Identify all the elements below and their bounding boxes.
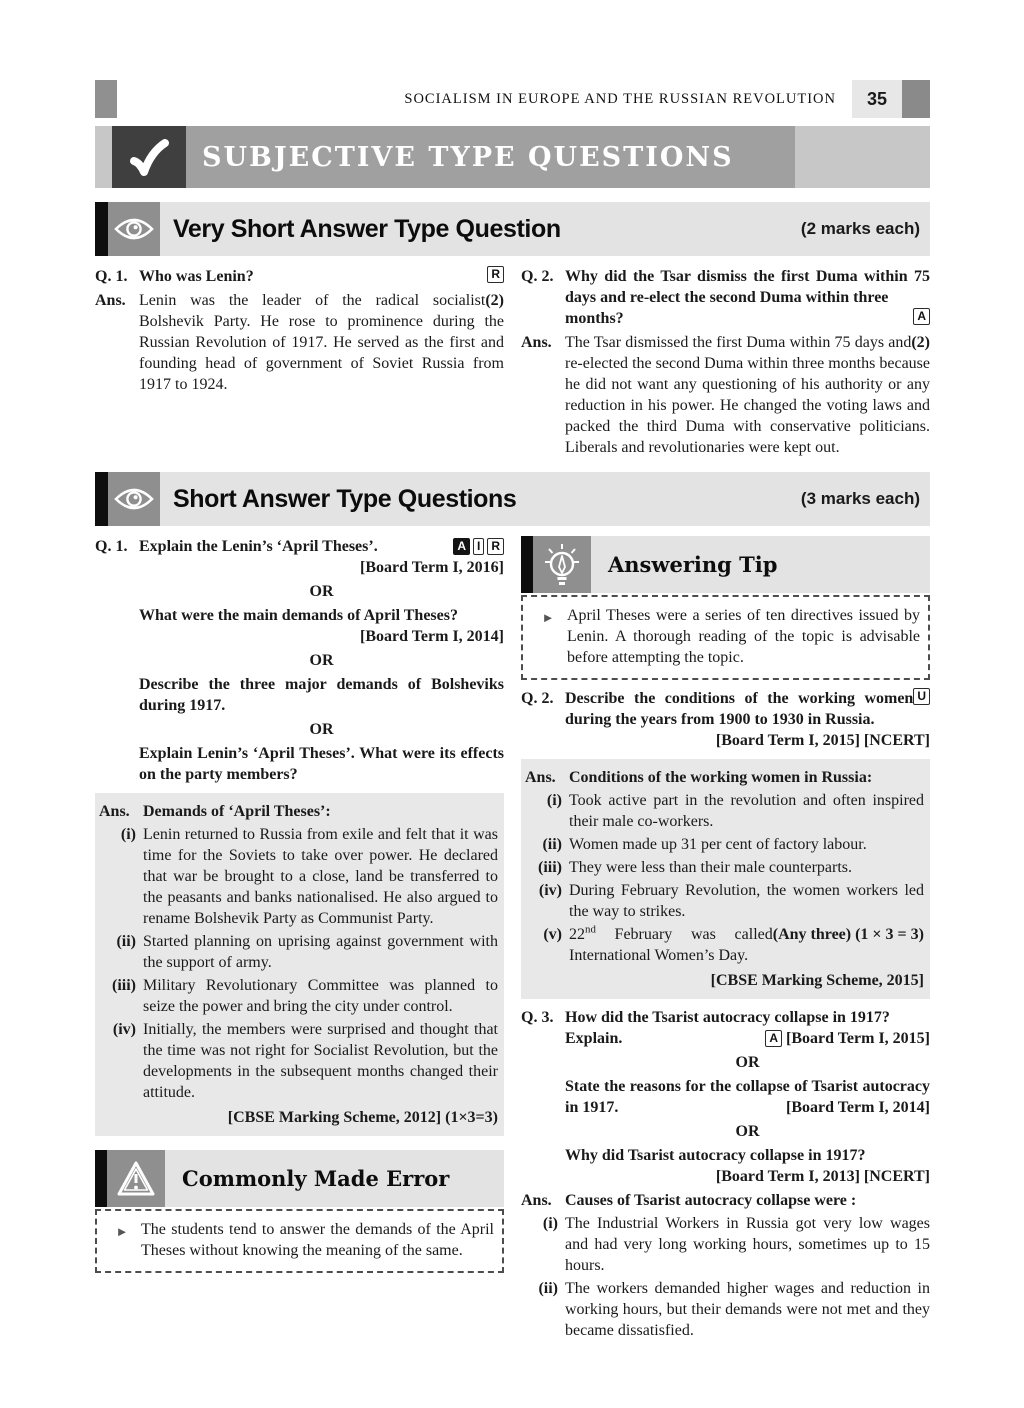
or-separator: OR — [309, 652, 334, 669]
answer-item: (iii) They were less than their male counterparts. — [538, 859, 852, 876]
eye-icon-box — [108, 202, 160, 256]
badge-r-icon: R — [487, 538, 504, 555]
lightbulb-icon — [541, 542, 583, 588]
error-box — [95, 1209, 504, 1273]
answer-item: (i) The Industrial Workers in Russia got very low wages and had very long working hours, sometimes up to 15 hours. — [542, 1215, 930, 1274]
question-label: Q. 1. — [95, 538, 128, 555]
textbook-page — [95, 0, 930, 1341]
sa-section-marks: (3 marks each) — [800, 489, 920, 508]
answer-item: (iv) Initially, the members were surprised and thought that the time was not right for Socialist Revolution, but the developments in the subsequent months changed their attitude. — [112, 1021, 498, 1101]
vsa-section-header — [95, 202, 930, 256]
vsa-q1 — [95, 266, 504, 287]
tip-box-header — [521, 536, 930, 593]
question-alt1: State the reasons for the collapse of Tsarist autocracy in 1917. — [565, 1078, 930, 1116]
answer-item: (i) Took active part in the revolution and often inspired their male co-workers. — [546, 792, 924, 830]
question-label: Q. 3. — [521, 1009, 554, 1026]
answer-item: (iv) During February Revolution, the women workers led the way to strikes. — [538, 882, 924, 920]
question-alt2: Describe the three major demands of Bolsheviks during 1917. — [139, 676, 504, 714]
chapter-title: SOCIALISM IN EUROPE AND THE RUSSIAN REVOLUTION — [404, 90, 836, 107]
answer-item: (ii) The workers demanded higher wages and reduction in working hours, but their demands were not met and they became dissatisfied. — [538, 1280, 930, 1339]
warning-icon — [115, 1159, 157, 1199]
bulb-icon-box — [533, 536, 591, 593]
vsa-q2 — [521, 266, 930, 329]
answer-label: Ans. — [521, 1192, 552, 1209]
sa-section-title: Short Answer Type Questions — [173, 484, 517, 513]
or-separator: OR — [309, 721, 334, 738]
or-separator: OR — [735, 1123, 760, 1140]
vsa-q1-answer — [95, 290, 504, 395]
answer-item: (iii) Military Revolutionary Committee was planned to seize the power and bring the city under control. — [112, 977, 498, 1015]
board-ref: [Board Term I, 2014] — [360, 628, 504, 645]
section-black-bar — [95, 1150, 107, 1207]
badge-r-icon: R — [487, 266, 504, 283]
sa-left-column — [95, 536, 504, 1273]
vsa-left-column — [95, 266, 504, 395]
badge-a-icon: A — [765, 1030, 782, 1047]
badge-i-book-icon: I — [473, 538, 484, 555]
sa-columns — [95, 536, 930, 1341]
answer-item: (i) Lenin returned to Russia from exile and felt that it was time for the Soviets to take over power. He declared that war be brought to a close, land be transferred to the peasants and banks nationalised. He also argued to rename Bolshevik Party as Communist Party. — [120, 826, 498, 927]
banner-lead-strip — [95, 126, 112, 188]
board-ref: [Board Term I, 2014] — [786, 1099, 930, 1116]
sa-q2 — [521, 688, 930, 751]
subjective-questions-banner — [95, 126, 930, 188]
answer-label: Ans. — [99, 803, 130, 820]
sa-q3-answer — [521, 1190, 930, 1341]
sa-q1 — [95, 536, 504, 785]
answer-label: Ans. — [95, 292, 126, 309]
question-text: Explain the Lenin’s ‘April Theses’. — [139, 538, 378, 555]
page-number: 35 — [866, 88, 888, 109]
section-black-bar — [95, 202, 108, 256]
page-number-box — [852, 80, 902, 118]
question-text-cont: months? — [565, 310, 624, 327]
answer-item: (v) (Any three) (1 × 3 = 3) 22nd February was called International Women’s Day. — [543, 923, 924, 964]
answer-heading: Demands of ‘April Theses’: — [143, 803, 331, 820]
vsa-section-marks: (2 marks each) — [800, 219, 920, 238]
banner-body — [186, 126, 795, 188]
pointer-icon: ► — [541, 610, 555, 625]
corner-square-dark — [902, 80, 930, 118]
board-ref: [Board Term I, 2015] [NCERT] — [715, 732, 930, 749]
vsa-section-title: Very Short Answer Type Question — [173, 214, 561, 243]
question-text: How did the Tsarist autocracy collapse in 1917? — [565, 1009, 890, 1026]
eye-icon-box — [108, 472, 160, 526]
vsa-columns — [95, 266, 930, 458]
banner-title: SUBJECTIVE TYPE QUESTIONS — [202, 141, 734, 173]
answer-item: (ii) Started planning on uprising against government with the support of army. — [116, 933, 498, 971]
answer-marks: (2) — [911, 334, 930, 351]
warning-icon-box — [107, 1150, 165, 1207]
answer-text: Lenin was the leader of the radical socialist Bolshevik Party. He rose to prominence during the Russian Revolution of 1917. He served as the first and founding head of government of Soviet Russia from 1917 to 1924. — [139, 292, 504, 393]
sa-q1-answer-block — [95, 793, 504, 1136]
checkmark-icon — [126, 134, 172, 180]
question-text: Who was Lenin? — [139, 268, 254, 285]
question-text: Describe the conditions of the working women during the years from 1900 to 1930 in Russia. — [565, 690, 914, 728]
board-ref: [Board Term I, 2013] [NCERT] — [715, 1168, 930, 1185]
answer-label: Ans. — [525, 769, 556, 786]
tip-box-text: April Theses were a series of ten directives issued by Lenin. A thorough reading of the topic is advisable before attempting the topic. — [567, 607, 920, 666]
sa-q2-answer-block — [521, 759, 930, 999]
answer-label: Ans. — [521, 334, 552, 351]
sa-section-header — [95, 472, 930, 526]
tip-box-title: Answering Tip — [608, 552, 778, 577]
error-box-title: Commonly Made Error — [182, 1166, 450, 1191]
question-label: Q. 1. — [95, 268, 128, 285]
answer-heading: Conditions of the working women in Russia: — [569, 769, 873, 786]
vsa-right-column — [521, 266, 930, 458]
badge-u-icon: U — [913, 688, 930, 705]
board-ref: [Board Term I, 2016] — [360, 559, 504, 576]
eye-icon — [114, 216, 154, 242]
badge-a-icon: A — [913, 308, 930, 325]
question-text-cont: Explain. — [565, 1030, 623, 1047]
badge-a-book-icon: A — [453, 538, 470, 555]
page-header — [95, 80, 930, 118]
tip-box — [521, 595, 930, 680]
question-text: Why did the Tsar dismiss the first Duma within 75 days and re-elect the second Duma within three — [565, 268, 930, 306]
error-box-text: The students tend to answer the demands of the April Theses without knowing the meaning of the same. — [141, 1221, 494, 1259]
sa-q3 — [521, 1007, 930, 1187]
sa-right-column — [521, 536, 930, 1341]
answer-marks: (2) — [485, 292, 504, 309]
question-alt2: Why did Tsarist autocracy collapse in 1917? — [565, 1147, 866, 1164]
eye-icon — [114, 486, 154, 512]
question-alt3: Explain Lenin’s ‘April Theses’. What were its effects on the party members? — [139, 745, 504, 783]
question-alt1: What were the main demands of April Theses? — [139, 607, 458, 624]
answer-heading: Causes of Tsarist autocracy collapse were : — [565, 1192, 857, 1209]
pointer-icon: ► — [115, 1224, 129, 1239]
answer-text: The Tsar dismissed the first Duma within 75 days and re-elected the second Duma within three months because he did not want any questioning of his authority or any reduction in his power. He changed the voting laws and packed the third Duma with conservative politicians. Liberals and revolutionaries were kept out. — [565, 334, 930, 456]
vsa-q2-answer — [521, 332, 930, 458]
error-box-header — [95, 1150, 504, 1207]
question-label: Q. 2. — [521, 690, 554, 707]
section-black-bar — [521, 536, 533, 593]
checkmark-box — [112, 126, 186, 188]
marking-scheme-ref: [CBSE Marking Scheme, 2015] — [710, 972, 924, 989]
corner-square — [95, 80, 117, 118]
board-ref: [Board Term I, 2015] — [786, 1030, 930, 1047]
or-separator: OR — [309, 583, 334, 600]
section-black-bar — [95, 472, 108, 526]
or-separator: OR — [735, 1054, 760, 1071]
question-label: Q. 2. — [521, 268, 554, 285]
answer-item: (ii) Women made up 31 per cent of factory labour. — [542, 836, 867, 853]
marking-scheme-ref: [CBSE Marking Scheme, 2012] (1×3=3) — [227, 1109, 498, 1126]
any-three-note: (Any three) (1 × 3 = 3) — [772, 926, 924, 943]
banner-tail-strip — [795, 126, 930, 188]
